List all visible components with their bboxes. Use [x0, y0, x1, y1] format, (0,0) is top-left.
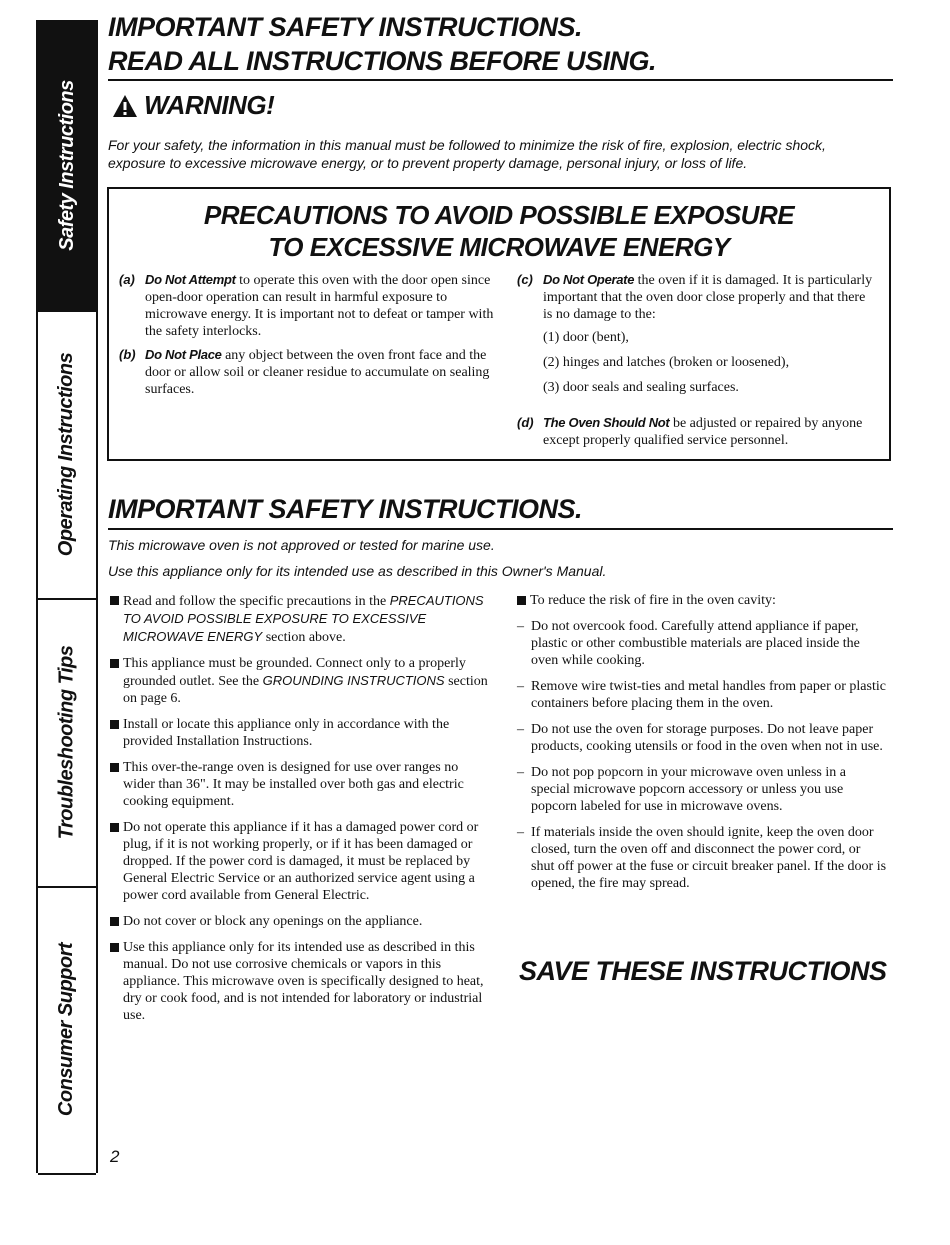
tab-label: Consumer Support: [55, 942, 78, 1117]
bullet-text: To reduce the risk of fire in the oven cavity:: [530, 593, 776, 608]
precautions-right-column: [517, 271, 877, 455]
tab-troubleshooting-tips[interactable]: [38, 598, 96, 888]
precautions-title-line1: PRECAUTIONS TO AVOID POSSIBLE EXPOSURE: [203, 200, 795, 230]
bullet-text: This over-the-range oven is designed for use over ranges no wider than 36". It may be installed over both gas and electric cooking equipment.: [123, 760, 464, 809]
precautions-title: [109, 199, 889, 263]
side-tabs: [36, 20, 98, 1173]
bullet-square-icon: [110, 763, 119, 772]
item-text: to operate this oven with the door open since open-door operation can result in harmful exposure to microwave energy. It is important not to defeat or tamper with the safety interlocks.: [145, 273, 494, 339]
precaution-item-d: [517, 414, 877, 449]
dash-icon: –: [517, 722, 524, 737]
bullet-square-icon: [110, 823, 119, 832]
bullet-text: Use this appliance only for its intended use as described in this manual. Do not use corrosive chemicals or vapors in this appliance. This microwave oven is specifically designed to heat, dry or cook food, and is not intended for laboratory or industrial use.: [123, 940, 484, 1023]
item-label: (b): [119, 347, 136, 362]
tab-operating-instructions[interactable]: [38, 310, 96, 600]
bullet-square-icon: [110, 720, 119, 729]
list-item: [517, 618, 887, 669]
item-label: (a): [119, 272, 135, 287]
section-rule: [108, 528, 893, 530]
header-rule: [108, 79, 893, 81]
list-item: [110, 716, 490, 750]
right-bullet-list: [517, 592, 887, 901]
precautions-box: [107, 187, 891, 461]
bullet-text-end: section above.: [262, 630, 346, 645]
bullet-text-end: section on page 6.: [123, 674, 488, 706]
list-item: [517, 824, 887, 892]
dash-icon: –: [517, 619, 524, 634]
precautions-left-column: [119, 271, 504, 404]
precaution-item-b: [119, 346, 504, 398]
warning-title: WARNING!: [144, 90, 275, 120]
bullet-text: Do not use the oven for storage purposes. Do not leave paper products, cooking utensils or food in the oven when not in use.: [531, 722, 883, 754]
dash-icon: –: [517, 765, 524, 780]
page-title-line1: IMPORTANT SAFETY INSTRUCTIONS.: [108, 12, 583, 42]
item-lead: Do Not Place: [145, 347, 222, 362]
section-title: IMPORTANT SAFETY INSTRUCTIONS.: [108, 494, 583, 524]
precautions-title-line2: TO EXCESSIVE MICROWAVE ENERGY: [268, 232, 730, 262]
bullet-reference: PRECAUTIONS TO AVOID POSSIBLE EXPOSURE TO EXCESSIVE MICROWAVE ENERGY: [123, 593, 484, 644]
bullet-square-icon: [517, 596, 526, 605]
tab-label: Operating Instructions: [55, 352, 78, 556]
damage-list-item: (1) door (bent),: [543, 330, 629, 345]
bullet-reference: GROUNDING INSTRUCTIONS: [262, 673, 445, 688]
list-item: [110, 655, 490, 707]
bullet-text: Read and follow the specific precautions in the: [123, 594, 390, 609]
warning-heading: [112, 90, 274, 121]
bullet-square-icon: [110, 659, 119, 668]
item-label: (d): [517, 415, 534, 430]
bullet-text: Do not operate this appliance if it has a damaged power cord or plug, if it is not working properly, or if it has been damaged or dropped. If the power cord is damaged, it must be replaced by General Electric Service or an authorized service agent using a power cord available from General Electric.: [123, 820, 479, 903]
save-instructions-heading: SAVE THESE INSTRUCTIONS: [519, 956, 887, 986]
bullet-text: Do not cover or block any openings on the appliance.: [123, 914, 423, 929]
warning-triangle-icon: [112, 94, 138, 118]
damage-list: [543, 329, 877, 396]
page-number: 2: [110, 1147, 120, 1166]
list-item: [110, 819, 490, 904]
list-item: [110, 759, 490, 810]
section-intro-1: This microwave oven is not approved or tested for marine use.: [108, 537, 495, 553]
list-item: [517, 678, 887, 712]
item-label: (c): [517, 272, 533, 287]
bullet-text: Install or locate this appliance only in accordance with the provided Installation Instructions.: [123, 717, 450, 749]
bullet-square-icon: [110, 596, 119, 605]
tab-label: Troubleshooting Tips: [55, 645, 78, 839]
bullet-text: This appliance must be grounded. Connect only to a properly grounded outlet. See the: [123, 656, 466, 689]
item-text: be adjusted or repaired by anyone except properly qualified service personnel.: [543, 416, 863, 448]
item-lead: Do Not Attempt: [145, 272, 236, 287]
item-text: the oven if it is damaged. It is particularly important that the oven door close properly and that there is no damage to the:: [543, 273, 873, 322]
item-lead: Do Not Operate: [543, 272, 635, 287]
bullet-text: Remove wire twist-ties and metal handles from paper or plastic containers before placing them in the oven.: [531, 679, 886, 711]
left-bullet-list: [110, 592, 490, 1033]
list-item: [517, 592, 887, 609]
warning-text: For your safety, the information in this manual must be followed to minimize the risk of fire, explosion, electric shock, exposure to excessive microwave energy, or to prevent property damage, personal injury, or loss of life.: [108, 137, 826, 171]
tab-consumer-support[interactable]: [38, 886, 96, 1175]
dash-icon: –: [517, 825, 524, 840]
bullet-text: Do not overcook food. Carefully attend appliance if paper, plastic or other combustible materials are placed inside the oven while cooking.: [531, 619, 860, 668]
list-item: [110, 939, 490, 1024]
list-item: [110, 913, 490, 930]
precaution-item-c: [517, 271, 877, 404]
bullet-square-icon: [110, 917, 119, 926]
tab-label: Safety Instructions: [55, 79, 78, 251]
page-title-line2: READ ALL INSTRUCTIONS BEFORE USING.: [108, 46, 657, 76]
list-item: [110, 592, 490, 646]
dash-icon: –: [517, 679, 524, 694]
item-lead: The Oven Should Not: [543, 415, 670, 430]
bullet-square-icon: [110, 943, 119, 952]
damage-list-item: (3) door seals and sealing surfaces.: [543, 380, 739, 395]
bullet-text: If materials inside the oven should ignite, keep the oven door closed, turn the oven off and disconnect the power cord, or shut off power at the fuse or circuit breaker panel. If the door is opened, the fire may spread.: [531, 825, 887, 891]
bullet-text: Do not pop popcorn in your microwave oven unless in a special microwave popcorn accessory or unless you use popcorn labeled for use in microwave ovens.: [531, 765, 846, 814]
item-text: any object between the oven front face and the door or allow soil or cleaner residue to accumulate on sealing surfaces.: [145, 348, 490, 397]
section-intro-2: Use this appliance only for its intended use as described in this Owner's Manual.: [108, 563, 607, 579]
list-item: [517, 721, 887, 755]
page-title: [108, 10, 656, 78]
precaution-item-a: [119, 271, 504, 340]
list-item: [517, 764, 887, 815]
tab-safety-instructions[interactable]: [38, 20, 96, 312]
damage-list-item: (2) hinges and latches (broken or loosened),: [543, 355, 790, 370]
